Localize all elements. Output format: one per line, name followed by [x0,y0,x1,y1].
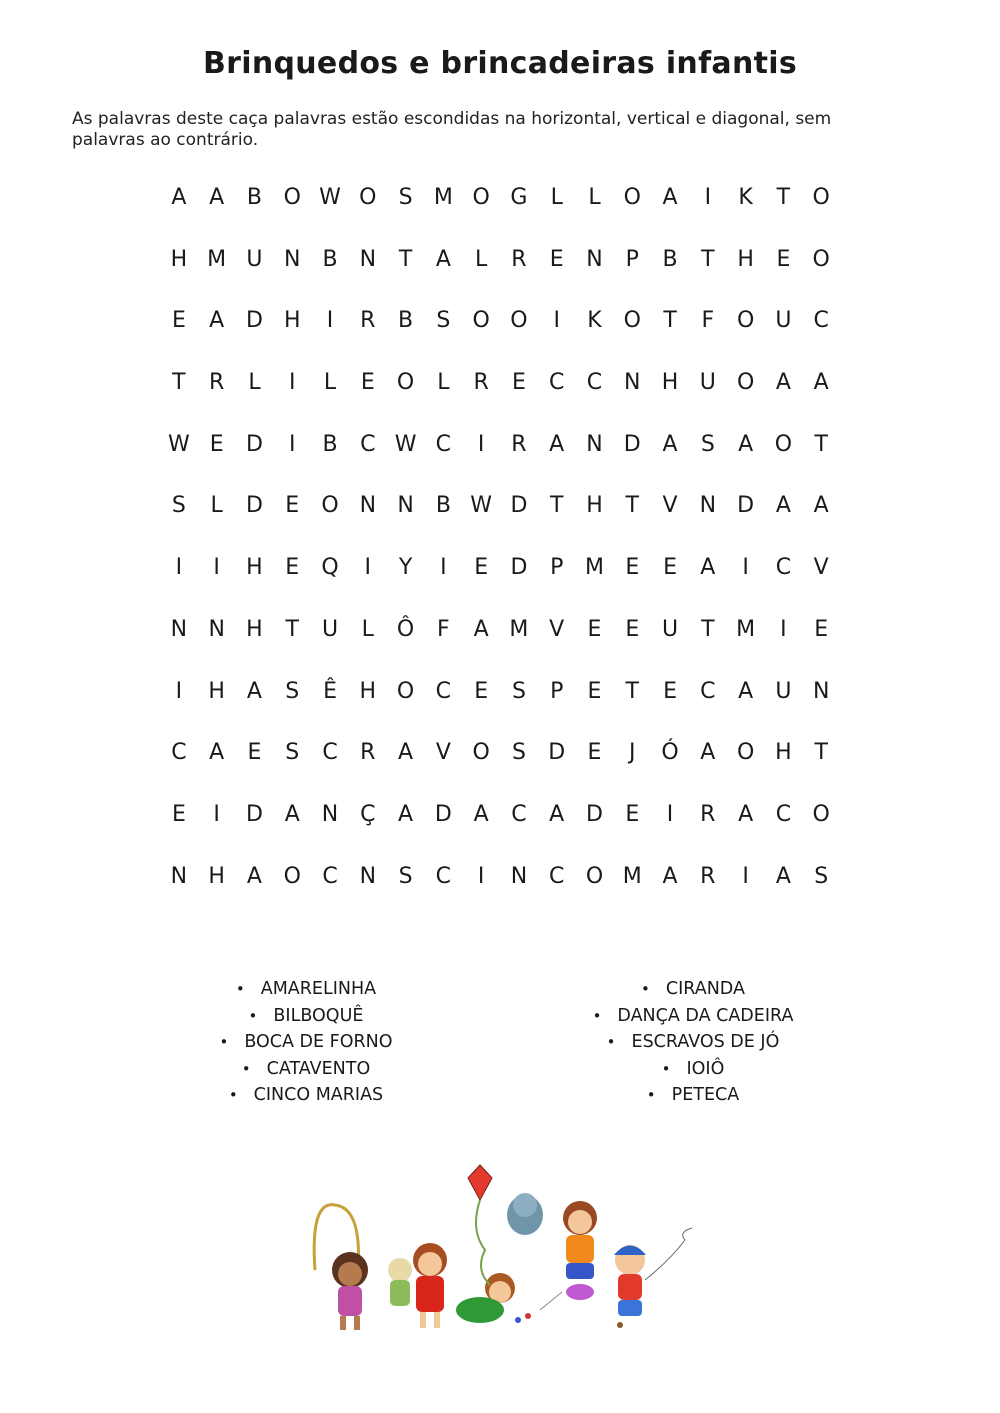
grid-cell[interactable]: A [738,678,754,704]
grid-cell[interactable]: J [629,740,636,766]
grid-cell[interactable]: R [511,431,527,457]
grid-cell[interactable]: N [208,616,225,642]
grid-cell[interactable]: B [662,246,678,272]
grid-cell[interactable]: D [510,493,528,519]
word-list-item: • IOIÔ [543,1056,843,1083]
kite-and-bird-figure [468,1165,543,1285]
grid-cell[interactable]: A [775,370,791,396]
grid-cell[interactable]: E [247,740,262,766]
grid-cell[interactable]: O [736,370,755,396]
word-list-item: • ESCRAVOS DE JÓ [543,1029,843,1056]
grid-cell[interactable]: O [283,863,301,889]
grid-cell[interactable]: U [321,616,339,642]
grid-cell[interactable]: N [510,863,528,889]
grid-cell[interactable]: E [474,555,489,581]
grid-cell[interactable]: C [435,863,452,889]
grid-cell[interactable]: E [511,370,526,396]
grid-cell[interactable]: L [550,185,563,210]
grid-cell[interactable]: E [209,431,224,457]
grid-cell[interactable]: R [360,308,376,334]
grid-cell[interactable]: T [172,370,186,396]
grid-cell[interactable]: E [360,370,375,396]
grid-cell[interactable]: N [170,616,188,642]
grid-cell[interactable]: D [623,431,641,457]
grid-cell[interactable]: O [510,308,528,334]
grid-cell[interactable]: S [511,740,526,766]
grid-cell[interactable]: C [435,678,452,704]
grid-cell[interactable]: O [396,678,415,704]
grid-cell[interactable]: Ó [661,740,679,766]
word-list-item: • CIRANDA [543,976,843,1003]
grid-cell[interactable]: E [663,555,677,581]
grid-cell[interactable]: T [814,740,828,766]
grid-cell[interactable]: E [171,308,186,334]
word-list-item: • BILBOQUÊ [156,1003,456,1030]
instructions-text: As palavras deste caça palavras estão escondidas na horizontal, vertical e diagonal, sem palavras ao contrário. [72,109,832,150]
grid-cell[interactable]: C [700,678,716,704]
grid-cell[interactable]: H [208,863,225,889]
grid-row [160,796,840,858]
grid-cell[interactable]: I [704,185,712,210]
grid-row [160,611,840,673]
grid-cell[interactable]: A [662,185,678,210]
grid-row [160,241,840,303]
grid-cell[interactable]: E [587,678,602,704]
grid-cell[interactable]: N [812,678,830,704]
grid-cell[interactable]: M [433,185,453,210]
grid-cell[interactable]: R [700,801,716,827]
grid-cell[interactable]: B [398,308,414,334]
grid-cell[interactable]: M [736,616,756,642]
grid-cell[interactable]: S [511,678,526,704]
grid-cell[interactable]: A [246,863,262,889]
grid-cell[interactable]: U [246,246,263,272]
grid-cell[interactable]: O [396,370,415,396]
grid-cell[interactable]: O [812,801,830,827]
grid-cell[interactable]: A [662,863,678,889]
grid-cell[interactable]: R [473,370,489,396]
grid-cell[interactable]: Ê [323,678,337,704]
grid-cell[interactable]: S [436,308,451,334]
grid-cell[interactable]: H [246,555,263,581]
grid-cell[interactable]: V [549,616,565,642]
word-list-item: • PETECA [543,1082,843,1109]
grid-cell[interactable]: O [585,863,604,889]
grid-cell[interactable]: A [662,431,678,457]
grid-cell[interactable]: C [586,370,603,396]
grid-cell[interactable]: B [322,431,338,457]
grid-cell[interactable]: A [700,740,716,766]
jump-rope-girl-figure [314,1205,368,1330]
grid-cell[interactable]: O [736,740,755,766]
grid-cell[interactable]: D [586,801,603,827]
grid-cell[interactable]: M [207,246,227,272]
children-playing-illustration [300,1160,700,1340]
grid-row [160,673,840,735]
grid-cell[interactable]: E [285,493,300,519]
grid-cell[interactable]: T [625,493,639,519]
grid-cell[interactable]: H [246,616,263,642]
boy-with-yoyo-figure [614,1228,692,1328]
grid-cell[interactable]: I [742,863,749,889]
grid-cell[interactable]: E [663,678,677,704]
grid-cell[interactable]: L [248,370,261,396]
grid-cell[interactable]: C [549,863,565,889]
grid-cell[interactable]: N [586,431,603,457]
grid-cell[interactable]: L [588,185,601,210]
grid-cell[interactable]: A [775,863,791,889]
grid-row [160,426,840,488]
grid-cell[interactable]: O [623,308,641,334]
grid-cell[interactable]: H [283,308,301,334]
grid-cell[interactable]: Ô [396,616,415,642]
grid-cell[interactable]: C [511,801,527,827]
grid-cell[interactable]: T [701,246,715,272]
grid-cell[interactable]: T [776,185,791,210]
grid-cell[interactable]: H [170,246,188,272]
grid-cell[interactable]: C [322,863,338,889]
grid-cell[interactable]: I [477,431,485,457]
word-list-item: • DANÇA DA CADEIRA [543,1003,843,1030]
grid-cell[interactable]: O [321,493,339,519]
grid-cell[interactable]: C [813,308,829,334]
grid-cell[interactable]: E [285,555,300,581]
grid-cell[interactable]: U [661,616,679,642]
grid-cell[interactable]: O [472,740,490,766]
spinning-top-girl-figure [540,1201,597,1310]
grid-cell[interactable]: A [398,740,414,766]
grid-cell[interactable]: A [738,801,754,827]
grid-cell[interactable]: W [470,493,493,519]
grid-cell[interactable]: N [699,493,717,519]
grid-cell[interactable]: I [364,555,372,581]
grid-cell[interactable]: T [285,616,299,642]
grid-cell[interactable]: O [359,185,377,210]
grid-cell[interactable]: O [736,308,755,334]
page-title: Brinquedos e brincadeiras infantis [202,46,797,81]
grid-cell[interactable]: I [213,801,220,827]
grid-cell[interactable]: A [813,370,829,396]
grid-cell[interactable]: A [473,801,489,827]
word-list-right [543,976,843,1109]
grid-cell[interactable]: I [213,555,220,581]
grid-cell[interactable]: H [359,678,377,704]
grid-cell[interactable]: C [549,370,565,396]
grid-cell[interactable]: D [245,431,263,457]
grid-cell[interactable]: F [701,308,715,334]
grid-cell[interactable]: A [813,493,829,519]
grid-cell[interactable]: S [171,493,186,519]
grid-cell[interactable]: T [398,246,413,272]
grid-cell[interactable]: C [435,431,452,457]
grid-cell[interactable]: S [814,863,829,889]
grid-cell[interactable]: D [434,801,452,827]
grid-cell[interactable]: D [548,740,566,766]
grid-row [160,487,840,549]
grid-cell[interactable]: V [662,493,678,519]
grid-row [160,179,840,241]
grid-cell[interactable]: S [285,740,300,766]
grid-cell[interactable]: A [549,801,565,827]
grid-cell[interactable]: N [359,863,377,889]
grid-row [160,549,840,611]
grid-cell[interactable]: I [288,370,296,396]
grid-cell[interactable]: O [472,308,490,334]
grid-cell[interactable]: K [738,185,753,210]
grid-cell[interactable]: Y [398,555,413,581]
grid-cell[interactable]: M [622,863,642,889]
grid-cell[interactable]: I [553,308,560,334]
grid-cell[interactable]: D [737,493,755,519]
grid-cell[interactable]: A [435,246,451,272]
grid-cell[interactable]: I [666,801,674,827]
grid-cell[interactable]: R [360,740,376,766]
grid-cell[interactable]: A [738,431,754,457]
grid-cell[interactable]: C [775,555,792,581]
grid-cell[interactable]: T [663,308,677,334]
word-list-item: • CINCO MARIAS [156,1082,456,1109]
grid-cell[interactable]: N [624,370,641,396]
grid-cell[interactable]: P [550,555,564,581]
grid-cell[interactable]: U [775,678,792,704]
grid-cell[interactable]: I [780,616,787,642]
grid-cell[interactable]: D [245,493,263,519]
grid-cell[interactable]: U [699,370,716,396]
grid-cell[interactable]: O [812,246,830,272]
grid-cell[interactable]: L [361,616,374,642]
grid-cell[interactable]: A [398,801,414,827]
word-list-item: • AMARELINHA [156,976,456,1003]
grid-cell[interactable]: T [701,616,715,642]
grid-cell[interactable]: A [209,308,225,334]
grid-cell[interactable]: I [175,555,183,581]
grid-cell[interactable]: E [587,616,602,642]
grid-cell[interactable]: H [208,678,225,704]
grid-row [160,858,840,920]
boy-playing-marbles-figure [456,1273,531,1323]
grid-row [160,302,840,364]
grid-cell[interactable]: A [700,555,716,581]
grid-cell[interactable]: E [587,740,602,766]
grid-cell[interactable]: L [323,370,337,396]
grid-cell[interactable]: N [359,493,377,519]
grid-cell[interactable]: E [776,246,791,272]
grid-cell[interactable]: N [170,863,188,889]
grid-cell[interactable]: B [322,246,338,272]
grid-cell[interactable]: L [475,246,488,272]
grid-cell[interactable]: O [283,185,301,210]
grid-cell[interactable]: G [510,185,528,210]
grid-cell[interactable]: Ç [360,801,376,827]
grid-cell[interactable]: O [472,185,490,210]
grid-cell[interactable]: C [171,740,187,766]
grid-cell[interactable]: N [359,246,377,272]
grid-cell[interactable]: O [623,185,641,210]
grid-cell[interactable]: B [435,493,451,519]
grid-cell[interactable]: P [550,678,564,704]
grid-cell[interactable]: A [171,185,187,210]
grid-cell[interactable]: N [321,801,339,827]
grid-cell[interactable]: S [700,431,715,457]
grid-cell[interactable]: H [586,493,603,519]
grid-cell[interactable]: E [625,801,640,827]
grid-cell[interactable]: U [775,308,792,334]
grid-cell[interactable]: O [812,185,830,210]
grid-cell[interactable]: L [210,493,223,519]
grid-cell[interactable]: E [625,616,640,642]
grid-cell[interactable]: E [625,555,640,581]
grid-cell[interactable]: M [509,616,529,642]
grid-cell[interactable]: N [397,493,414,519]
grid-cell[interactable]: S [398,185,413,210]
grid-cell[interactable]: I [440,555,447,581]
grid-cell[interactable]: R [700,863,716,889]
grid-cell[interactable]: E [814,616,829,642]
grid-cell[interactable]: I [477,863,485,889]
grid-cell[interactable]: I [326,308,334,334]
grid-cell[interactable]: P [625,246,639,272]
grid-cell[interactable]: C [322,740,338,766]
grid-cell[interactable]: Q [321,555,339,581]
grid-cell[interactable]: C [775,801,792,827]
grid-cell[interactable]: H [775,740,792,766]
grid-cell[interactable]: A [473,616,489,642]
grid-cell[interactable]: D [245,801,263,827]
grid-cell[interactable]: C [360,431,376,457]
grid-cell[interactable]: F [437,616,450,642]
grid-cell[interactable]: I [742,555,749,581]
grid-cell[interactable]: I [288,431,296,457]
word-search-grid[interactable] [160,179,840,919]
grid-cell[interactable]: T [814,431,828,457]
grid-cell[interactable]: A [284,801,300,827]
grid-cell[interactable]: A [209,185,225,210]
grid-cell[interactable]: I [175,678,183,704]
grid-cell[interactable]: D [510,555,528,581]
grid-cell[interactable]: S [285,678,300,704]
grid-cell[interactable]: H [737,246,754,272]
grid-cell[interactable]: E [171,801,186,827]
grid-cell[interactable]: K [587,308,602,334]
word-list-item: • BOCA DE FORNO [156,1029,456,1056]
grid-cell[interactable]: A [209,740,225,766]
grid-cell[interactable]: A [246,678,262,704]
word-list-item: • CATAVENTO [156,1056,456,1083]
grid-cell[interactable]: O [774,431,793,457]
grid-cell[interactable]: M [584,555,604,581]
grid-cell[interactable]: S [398,863,413,889]
grid-row [160,734,840,796]
grid-cell[interactable]: N [586,246,603,272]
grid-cell[interactable]: R [209,370,225,396]
grid-cell[interactable]: A [549,431,565,457]
grid-cell[interactable]: L [437,370,450,396]
grid-cell[interactable]: R [511,246,527,272]
grid-cell[interactable]: E [549,246,564,272]
grid-cell[interactable]: T [549,493,564,519]
word-list-left [156,976,456,1109]
grid-cell[interactable]: B [246,185,262,210]
grid-cell[interactable]: N [284,246,301,272]
girl-with-doll-figure [388,1243,447,1328]
grid-cell[interactable]: W [319,185,341,210]
grid-cell[interactable]: V [813,555,829,581]
grid-cell[interactable]: E [474,678,489,704]
grid-cell[interactable]: W [394,431,417,457]
grid-cell[interactable]: D [245,308,263,334]
grid-cell[interactable]: T [625,678,639,704]
grid-cell[interactable]: A [775,493,791,519]
grid-cell[interactable]: W [168,431,190,457]
grid-row [160,364,840,426]
grid-cell[interactable]: V [435,740,451,766]
grid-cell[interactable]: H [661,370,679,396]
